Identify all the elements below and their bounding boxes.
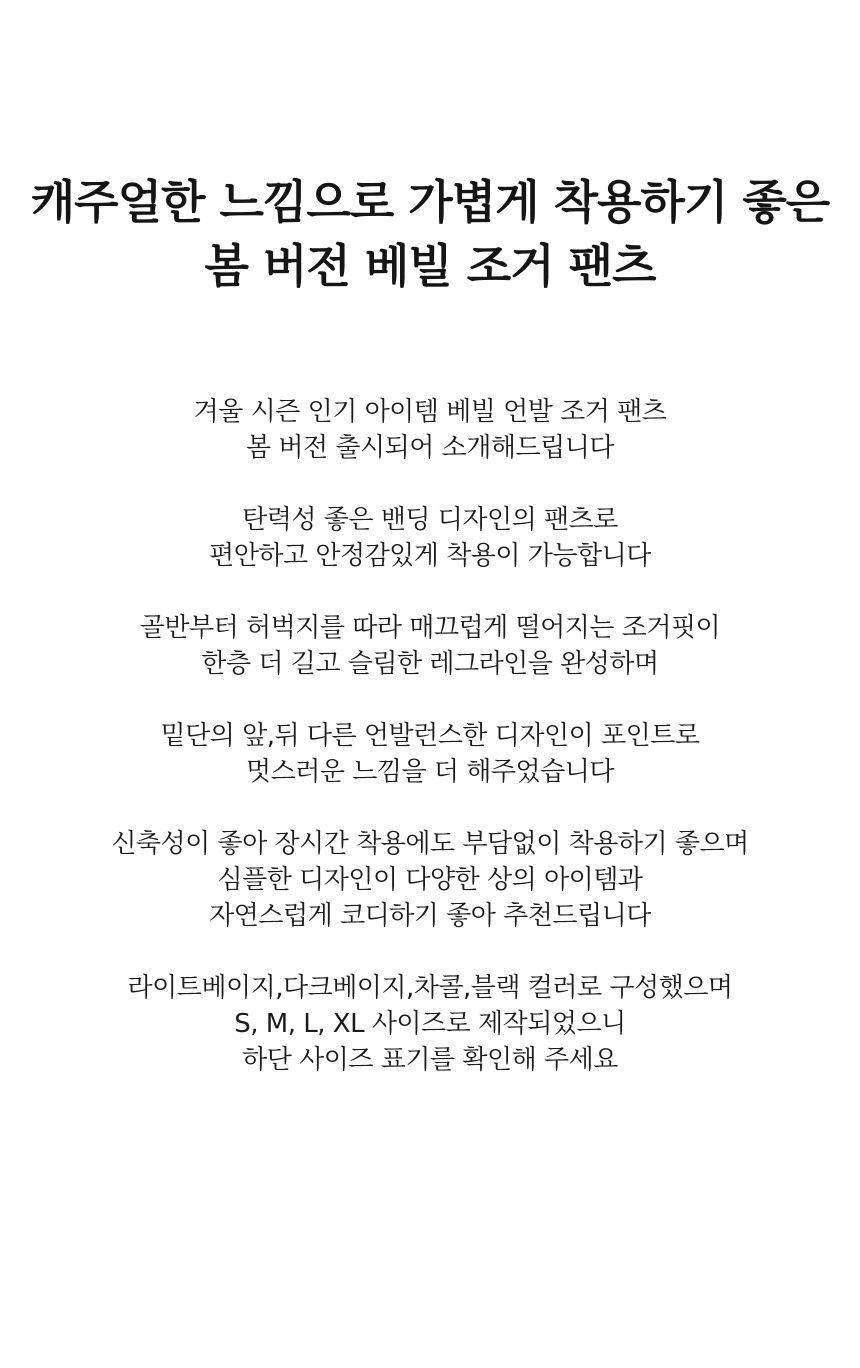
description-paragraph-hem [0, 718, 860, 790]
description-line: 한층 더 길고 슬림한 레그라인을 완성하며 [201, 649, 659, 679]
description-line: 탄력성 좋은 밴딩 디자인의 팬츠로 [242, 505, 618, 535]
description-line: 봄 버전 출시되어 소개해드립니다 [246, 433, 614, 463]
product-description [0, 394, 860, 1114]
description-line: 밑단의 앞,뒤 다른 언발런스한 디자인이 포인트로 [160, 721, 700, 751]
description-line: 라이트베이지,다크베이지,차콜,블랙 컬러로 구성했으며 [127, 973, 733, 1003]
product-title-line: 봄 버전 베빌 조거 팬츠 [204, 239, 656, 293]
product-title-line: 캐주얼한 느낌으로 가볍게 착용하기 좋은 [30, 175, 830, 229]
description-paragraph-intro [0, 394, 860, 466]
description-line: 하단 사이즈 표기를 확인해 주세요 [242, 1045, 618, 1075]
description-line: 골반부터 허벅지를 따라 매끄럽게 떨어지는 조거핏이 [139, 613, 721, 643]
description-paragraph-waistband [0, 502, 860, 574]
description-line: 자연스럽게 코디하기 좋아 추천드립니다 [209, 901, 651, 931]
product-title [0, 170, 860, 298]
description-line: 멋스러운 느낌을 더 해주었습니다 [246, 757, 614, 787]
description-line: 신축성이 좋아 장시간 착용에도 부담없이 착용하기 좋으며 [111, 829, 749, 859]
description-line: 심플한 디자인이 다양한 상의 아이템과 [217, 865, 643, 895]
description-paragraph-colors-sizes [0, 970, 860, 1078]
description-paragraph-styling [0, 826, 860, 934]
description-paragraph-fit [0, 610, 860, 682]
description-line: S, M, L, XL 사이즈로 제작되었으니 [234, 1009, 626, 1039]
description-line: 편안하고 안정감있게 착용이 가능합니다 [209, 541, 651, 571]
description-line: 겨울 시즌 인기 아이템 베빌 언발 조거 팬츠 [193, 397, 667, 427]
